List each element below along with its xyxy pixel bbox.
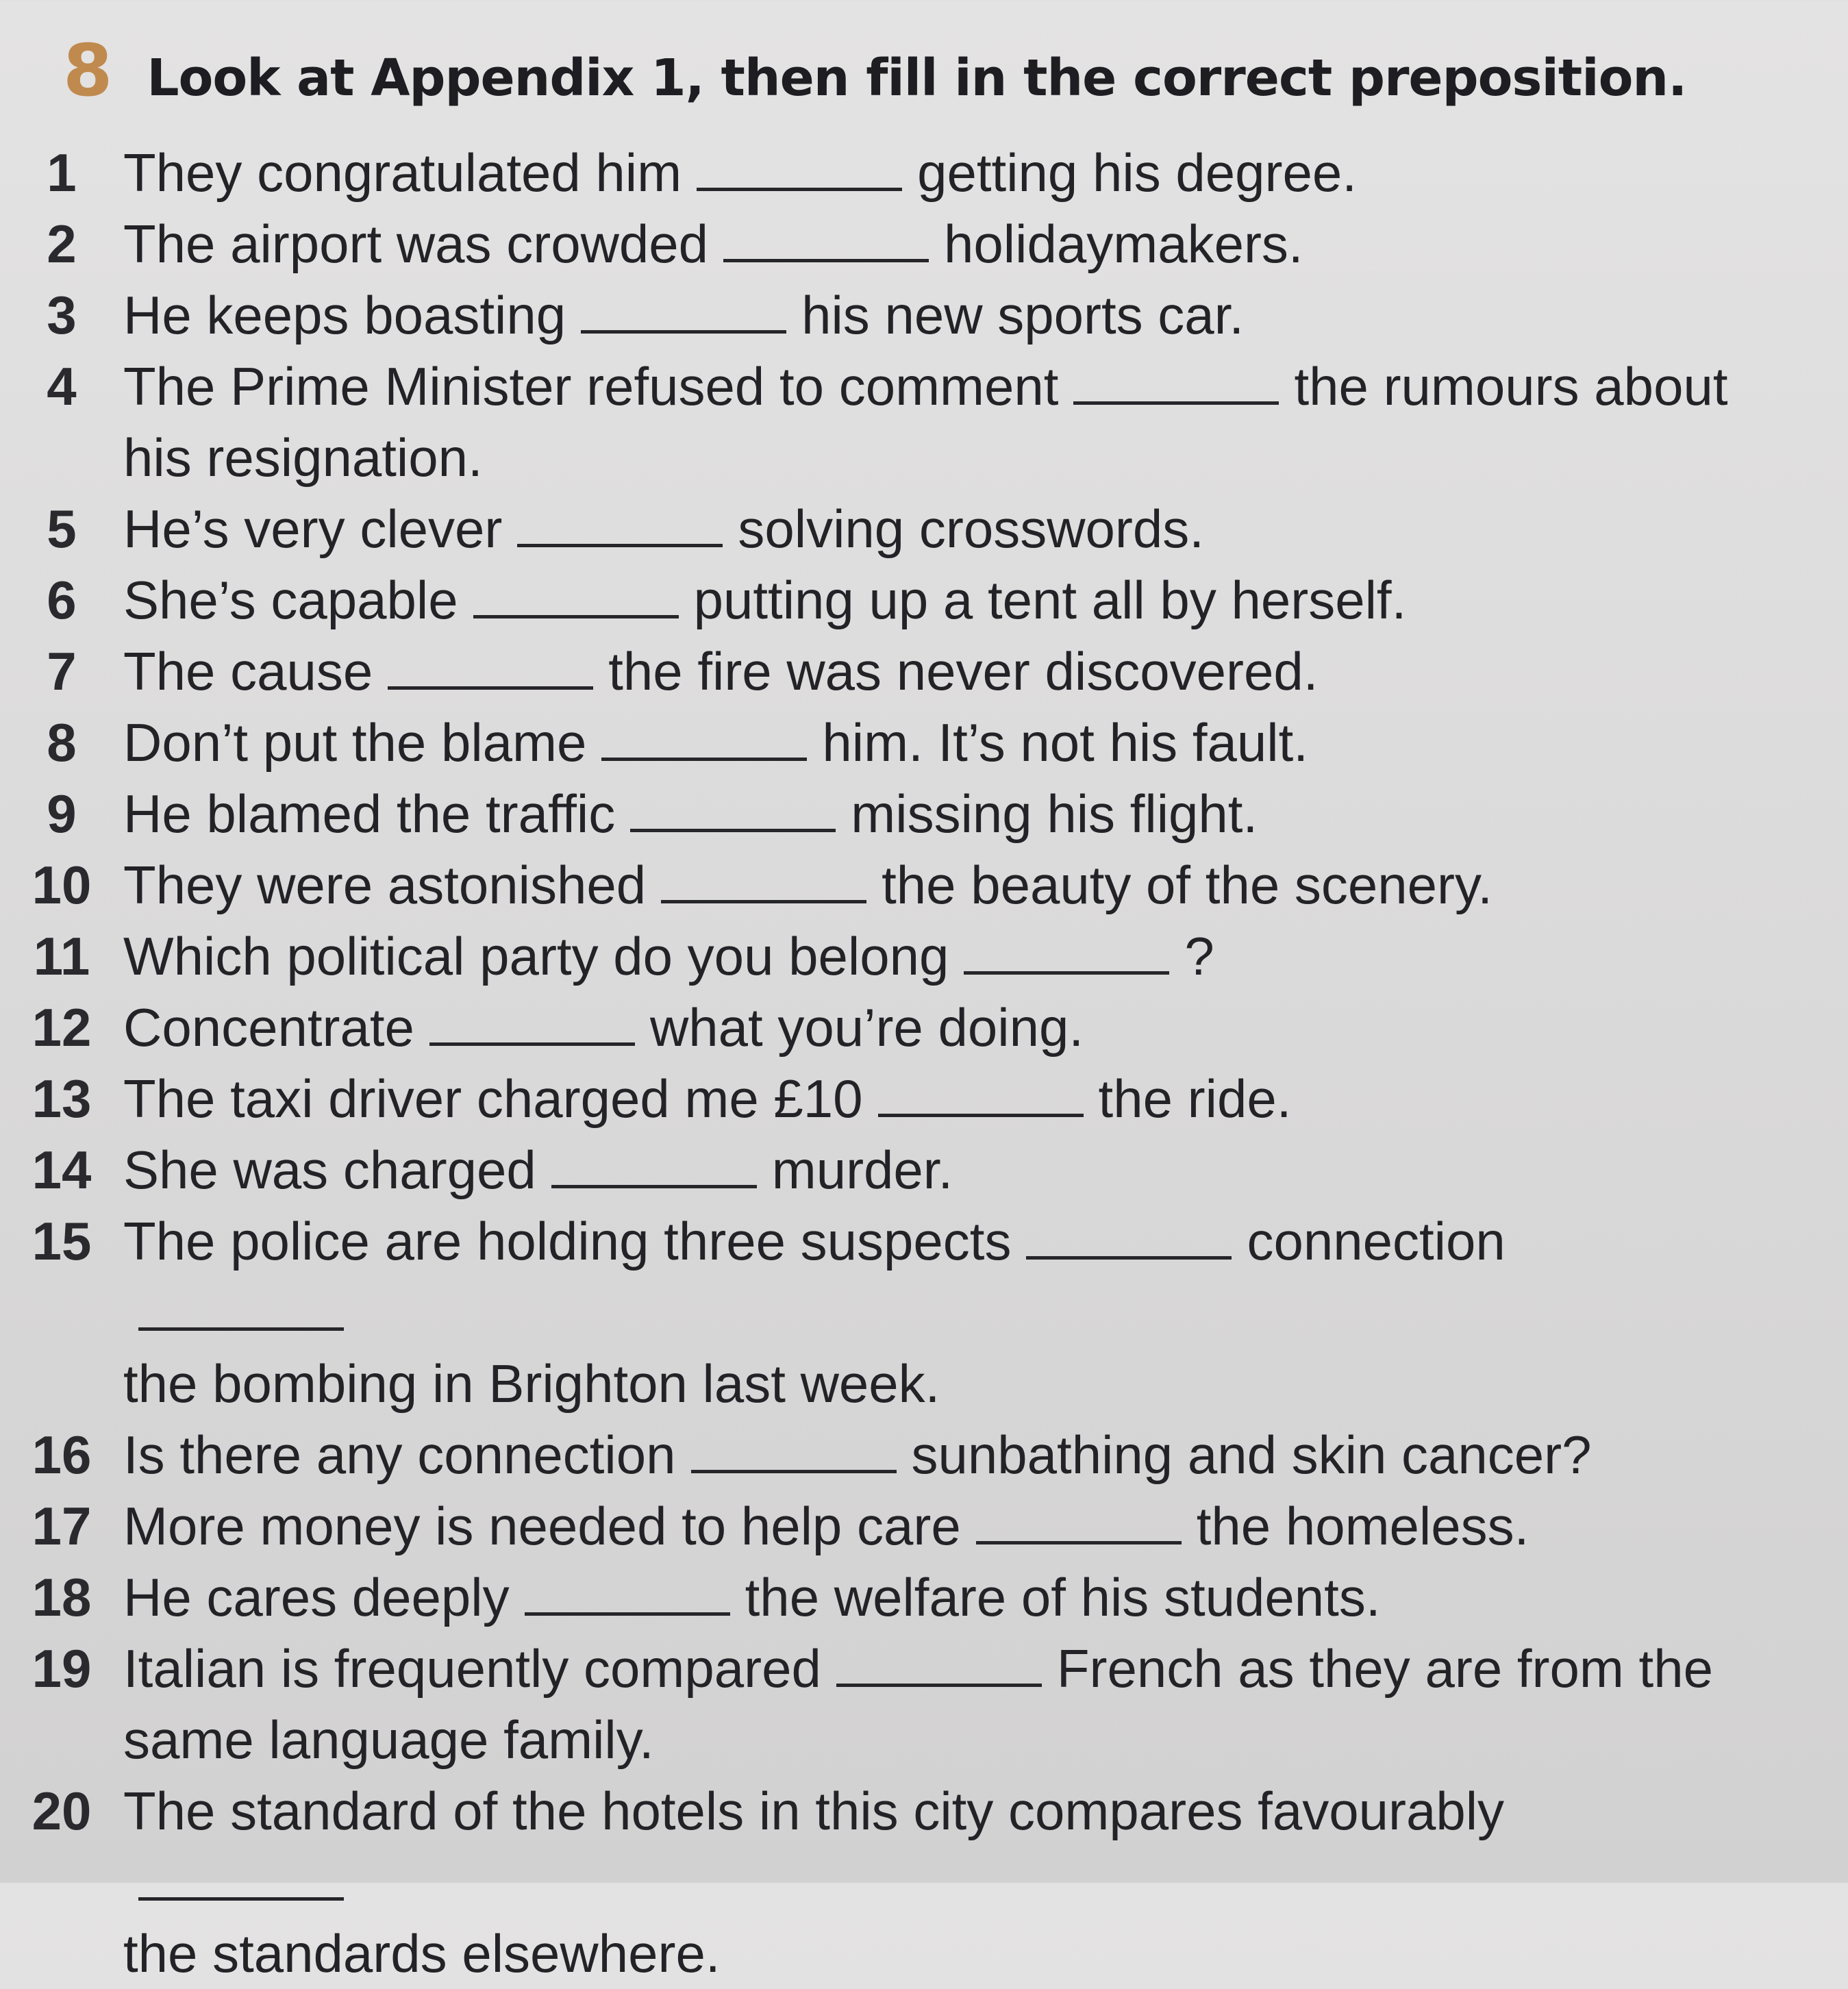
sentence-continuation: the standards elsewhere. xyxy=(123,1923,721,1984)
exercise-item xyxy=(0,1205,1848,1419)
exercise-item xyxy=(0,493,1848,564)
answer-blank[interactable] xyxy=(630,789,836,832)
item-sentence xyxy=(123,707,1740,778)
sentence-start: They were astonished xyxy=(123,855,647,915)
exercise-item xyxy=(0,707,1848,778)
item-number: 1 xyxy=(47,142,77,203)
item-sentence xyxy=(123,992,1740,1063)
exercise-item xyxy=(0,279,1848,351)
item-number: 11 xyxy=(33,926,90,986)
sentence-end: the ride. xyxy=(1098,1068,1292,1129)
sentence-continuation: the bombing in Brighton last week. xyxy=(123,1353,940,1414)
exercise-item xyxy=(0,208,1848,279)
item-number: 6 xyxy=(47,570,77,630)
exercise-item xyxy=(0,992,1848,1063)
sentence-start: Is there any connection xyxy=(123,1425,676,1485)
exercise-number: 8 xyxy=(63,29,113,112)
item-number: 15 xyxy=(32,1211,92,1271)
sentence-end: solving crosswords. xyxy=(738,499,1204,559)
sentence-end: the welfare of his students. xyxy=(745,1567,1381,1627)
sentence-end: the rumours about xyxy=(1294,356,1728,416)
item-number: 19 xyxy=(32,1638,92,1699)
answer-blank[interactable] xyxy=(517,504,723,547)
item-sentence xyxy=(123,1775,1740,1989)
sentence-end: the fire was never discovered. xyxy=(608,641,1319,701)
sentence-end: murder. xyxy=(771,1140,953,1200)
sentence-continuation: his resignation. xyxy=(123,427,483,488)
item-sentence xyxy=(123,1419,1740,1490)
item-number: 20 xyxy=(32,1781,92,1841)
sentence-start: The standard of the hotels in this city compares favourably xyxy=(123,1781,1505,1841)
item-sentence xyxy=(123,1063,1740,1134)
item-sentence xyxy=(123,921,1740,992)
exercise-item xyxy=(0,1063,1848,1134)
sentence-start: She was charged xyxy=(123,1140,536,1200)
item-sentence xyxy=(123,1490,1740,1562)
answer-blank[interactable] xyxy=(1026,1216,1232,1260)
exercise-item xyxy=(0,351,1848,493)
sentence-middle: connection xyxy=(1247,1211,1506,1271)
sentence-start: Concentrate xyxy=(123,997,414,1058)
sentence-end: what you’re doing. xyxy=(649,997,1084,1058)
item-number: 17 xyxy=(32,1496,92,1556)
sentence-start: The taxi driver charged me £10 xyxy=(123,1068,863,1129)
answer-blank[interactable] xyxy=(138,1288,344,1331)
sentence-end: putting up a tent all by herself. xyxy=(693,570,1407,630)
answer-blank[interactable] xyxy=(138,1857,344,1901)
sentence-end: the beauty of the scenery. xyxy=(882,855,1493,915)
item-sentence xyxy=(123,208,1740,279)
exercise-item xyxy=(0,636,1848,707)
answer-blank[interactable] xyxy=(964,931,1169,975)
sentence-start: He blamed the traffic xyxy=(123,784,616,844)
exercise-instruction: Look at Appendix 1, then fill in the correct preposition. xyxy=(147,49,1687,108)
sentence-start: The Prime Minister refused to comment xyxy=(123,356,1059,416)
item-sentence xyxy=(123,279,1740,351)
item-number: 14 xyxy=(32,1140,92,1200)
sentence-end: getting his degree. xyxy=(917,142,1357,203)
item-sentence xyxy=(123,778,1740,849)
sentence-end: the homeless. xyxy=(1196,1496,1529,1556)
item-sentence xyxy=(123,351,1740,493)
answer-blank[interactable] xyxy=(836,1644,1042,1687)
sentence-start: She’s capable xyxy=(123,570,458,630)
exercise-item xyxy=(0,1633,1848,1775)
item-number: 9 xyxy=(47,784,77,844)
item-sentence xyxy=(123,137,1740,208)
item-sentence xyxy=(123,1134,1740,1205)
sentence-end: ? xyxy=(1184,926,1214,986)
item-number: 16 xyxy=(32,1425,92,1485)
sentence-start: He cares deeply xyxy=(123,1567,510,1627)
sentence-continuation: same language family. xyxy=(123,1710,654,1770)
answer-blank[interactable] xyxy=(1073,362,1279,405)
sentence-end: him. It’s not his fault. xyxy=(822,712,1308,773)
sentence-start: The airport was crowded xyxy=(123,214,709,274)
exercise-item xyxy=(0,778,1848,849)
answer-blank[interactable] xyxy=(551,1145,757,1188)
item-sentence xyxy=(123,1205,1740,1419)
exercise-heading xyxy=(63,29,1686,112)
sentence-start: More money is needed to help care xyxy=(123,1496,961,1556)
item-number: 8 xyxy=(47,712,77,773)
item-number: 13 xyxy=(32,1068,92,1129)
exercise-item xyxy=(0,1134,1848,1205)
item-sentence xyxy=(123,564,1740,636)
item-number: 10 xyxy=(32,855,92,915)
item-number: 7 xyxy=(47,641,77,701)
answer-blank[interactable] xyxy=(388,647,593,690)
answer-blank[interactable] xyxy=(697,148,902,191)
sentence-start: The cause xyxy=(123,641,373,701)
sentence-start: Italian is frequently compared xyxy=(123,1638,821,1699)
item-number: 5 xyxy=(47,499,77,559)
sentence-end: sunbathing and skin cancer? xyxy=(911,1425,1592,1485)
answer-blank[interactable] xyxy=(691,1430,897,1473)
sentence-end: missing his flight. xyxy=(851,784,1258,844)
sentence-start: Which political party do you belong xyxy=(123,926,949,986)
exercise-items xyxy=(0,137,1848,1989)
item-number: 12 xyxy=(32,997,92,1058)
answer-blank[interactable] xyxy=(878,1074,1084,1117)
answer-blank[interactable] xyxy=(429,1003,635,1046)
exercise-item xyxy=(0,1562,1848,1633)
item-number: 2 xyxy=(47,214,77,274)
sentence-start: Don’t put the blame xyxy=(123,712,587,773)
item-sentence xyxy=(123,1562,1740,1633)
exercise-item xyxy=(0,921,1848,992)
exercise-item xyxy=(0,1490,1848,1562)
sentence-end: holidaymakers. xyxy=(944,214,1303,274)
sentence-end: French as they are from the xyxy=(1056,1638,1713,1699)
answer-blank[interactable] xyxy=(661,860,866,903)
answer-blank[interactable] xyxy=(723,219,929,262)
item-sentence xyxy=(123,849,1740,921)
item-sentence xyxy=(123,1633,1740,1775)
item-sentence xyxy=(123,493,1740,564)
answer-blank[interactable] xyxy=(976,1501,1182,1544)
sentence-start: The police are holding three suspects xyxy=(123,1211,1012,1271)
item-sentence xyxy=(123,636,1740,707)
sentence-end: his new sports car. xyxy=(801,285,1245,345)
exercise-item xyxy=(0,564,1848,636)
exercise-item xyxy=(0,849,1848,921)
exercise-item xyxy=(0,137,1848,208)
exercise-item xyxy=(0,1419,1848,1490)
item-number: 3 xyxy=(47,285,77,345)
exercise-item xyxy=(0,1775,1848,1989)
item-number: 4 xyxy=(47,356,77,416)
answer-blank[interactable] xyxy=(601,718,807,761)
sentence-start: They congratulated him xyxy=(123,142,682,203)
sentence-start: He’s very clever xyxy=(123,499,503,559)
answer-blank[interactable] xyxy=(581,290,786,334)
item-number: 18 xyxy=(32,1567,92,1627)
sentence-start: He keeps boasting xyxy=(123,285,566,345)
answer-blank[interactable] xyxy=(473,575,679,618)
answer-blank[interactable] xyxy=(525,1573,730,1616)
